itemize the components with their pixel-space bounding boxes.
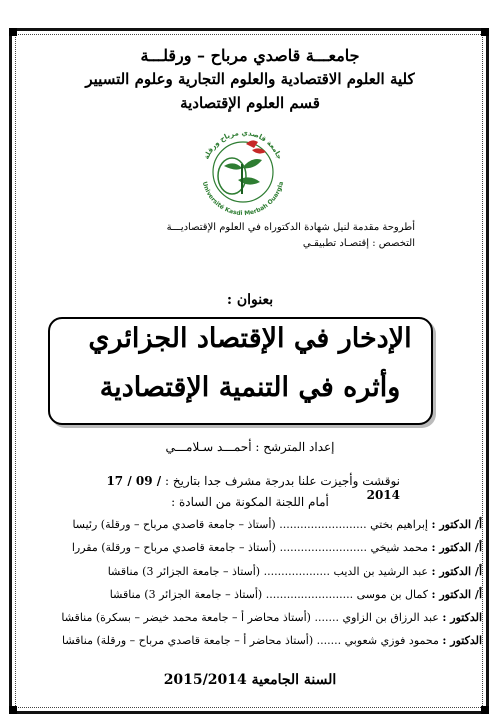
member-role: أ/ الدكتور : <box>431 518 482 531</box>
thesis-title-line-2: وأثره في التنمية الإقتصادية <box>99 372 401 403</box>
university-name: جامعـــة قاصدي مرباح – ورقلـــة <box>140 46 360 65</box>
logo-latin-text: Université Kasdi Merbah Ouargla <box>200 180 286 218</box>
member-name: محمد شيخي <box>370 541 428 555</box>
defense-date: 17 / 09 / 2014 <box>106 474 400 502</box>
candidate-name: إعداد المترشح : أحمـــد سـلامـــي <box>165 440 335 454</box>
member-role: الدكتور : <box>442 634 482 648</box>
committee-member: أ/ الدكتور : إبراهيم بختي ......................... (أستاذ – جامعة قاصدي مرباح – ورقلة) رئيسا <box>72 518 482 531</box>
member-position: (أستاذ محاضر أ – جامعة قاصدي مرباح – ورقلة) مناقشا <box>61 634 314 648</box>
committee-member: أ/ الدكتور : عبد الرشيد بن الديب ................... (أستاذ – جامعة الجزائر 3) مناقشا <box>107 564 482 578</box>
member-role: أ/ الدكتور : <box>431 587 482 601</box>
svg-text:جامعة قاصدي مرباح ورقلة <box>202 129 283 161</box>
specialty-line: التخصص : إقتصـاد تطبيقـي <box>302 238 415 249</box>
committee-member: أ/ الدكتور : محمد شيخي ......................... (أستاذ – جامعة قاصدي مرباح – ورقلة) مقررا <box>71 541 482 555</box>
university-logo <box>190 120 296 220</box>
university-seal-icon <box>190 120 296 220</box>
member-name: إبراهيم بختي <box>370 518 428 531</box>
member-position: (أستاذ – جامعة قاصدي مرباح – ورقلة) رئيسا <box>72 518 276 531</box>
member-name: كمال بن موسى <box>356 587 428 601</box>
member-role: أ/ الدكتور : <box>431 541 482 555</box>
member-position: (أستاذ – جامعة الجزائر 3) مناقشا <box>109 587 263 601</box>
committee-member: الدكتور : محمود فوزي شعوبي ....... (أستاذ محاضر أ – جامعة قاصدي مرباح – ورقلة) مناقشا <box>61 634 482 648</box>
thesis-statement: أطروحة مقدمة لنيل شهادة الدكتوراه في العلوم الإقتصاديـــة <box>166 222 415 233</box>
member-role: الدكتور : <box>442 611 482 625</box>
corner-ornament <box>481 28 489 36</box>
department-name: قسم العلوم الإقتصادية <box>180 94 320 112</box>
member-position: (أستاذ – جامعة الجزائر 3) مناقشا <box>107 564 261 578</box>
member-name: عبد الرزاق بن الزاوي <box>342 611 439 625</box>
member-name: عبد الرشيد بن الديب <box>333 564 428 578</box>
logo-arabic-text: جامعة قاصدي مرباح ورقلة <box>202 128 284 161</box>
titled-label: بعنوان : <box>226 292 274 308</box>
committee-heading: أمام اللجنة المكونة من السادة : <box>171 495 329 509</box>
member-position: (أستاذ محاضر أ – جامعة محمد خيضر – بسكرة) مناقشا <box>61 611 311 625</box>
committee-member: أ/ الدكتور : كمال بن موسى ......................... (أستاذ – جامعة الجزائر 3) مناقشا <box>109 587 482 601</box>
committee-member: الدكتور : عبد الرزاق بن الزاوي ....... (أستاذ محاضر أ – جامعة محمد خيضر – بسكرة) مناقشا <box>61 611 482 625</box>
member-position: (أستاذ – جامعة قاصدي مرباح – ورقلة) مقررا <box>71 541 277 555</box>
committee-list <box>12 513 482 653</box>
corner-ornament <box>9 706 17 714</box>
defense-text: نوقشت وأجيزت علنا بدرجة مشرف جدا بتاريخ : <box>164 474 400 488</box>
academic-year: السنة الجامعية 2015/2014 <box>163 672 337 688</box>
thesis-title-line-1: الإدخار في الإقتصاد الجزائري <box>88 323 412 354</box>
member-role: أ/ الدكتور : <box>431 564 482 578</box>
member-name: محمود فوزي شعوبي <box>344 634 439 648</box>
faculty-name: كلية العلوم الاقتصادية والعلوم التجارية وعلوم التسيير <box>85 70 415 88</box>
corner-ornament <box>9 28 17 36</box>
corner-ornament <box>481 706 489 714</box>
